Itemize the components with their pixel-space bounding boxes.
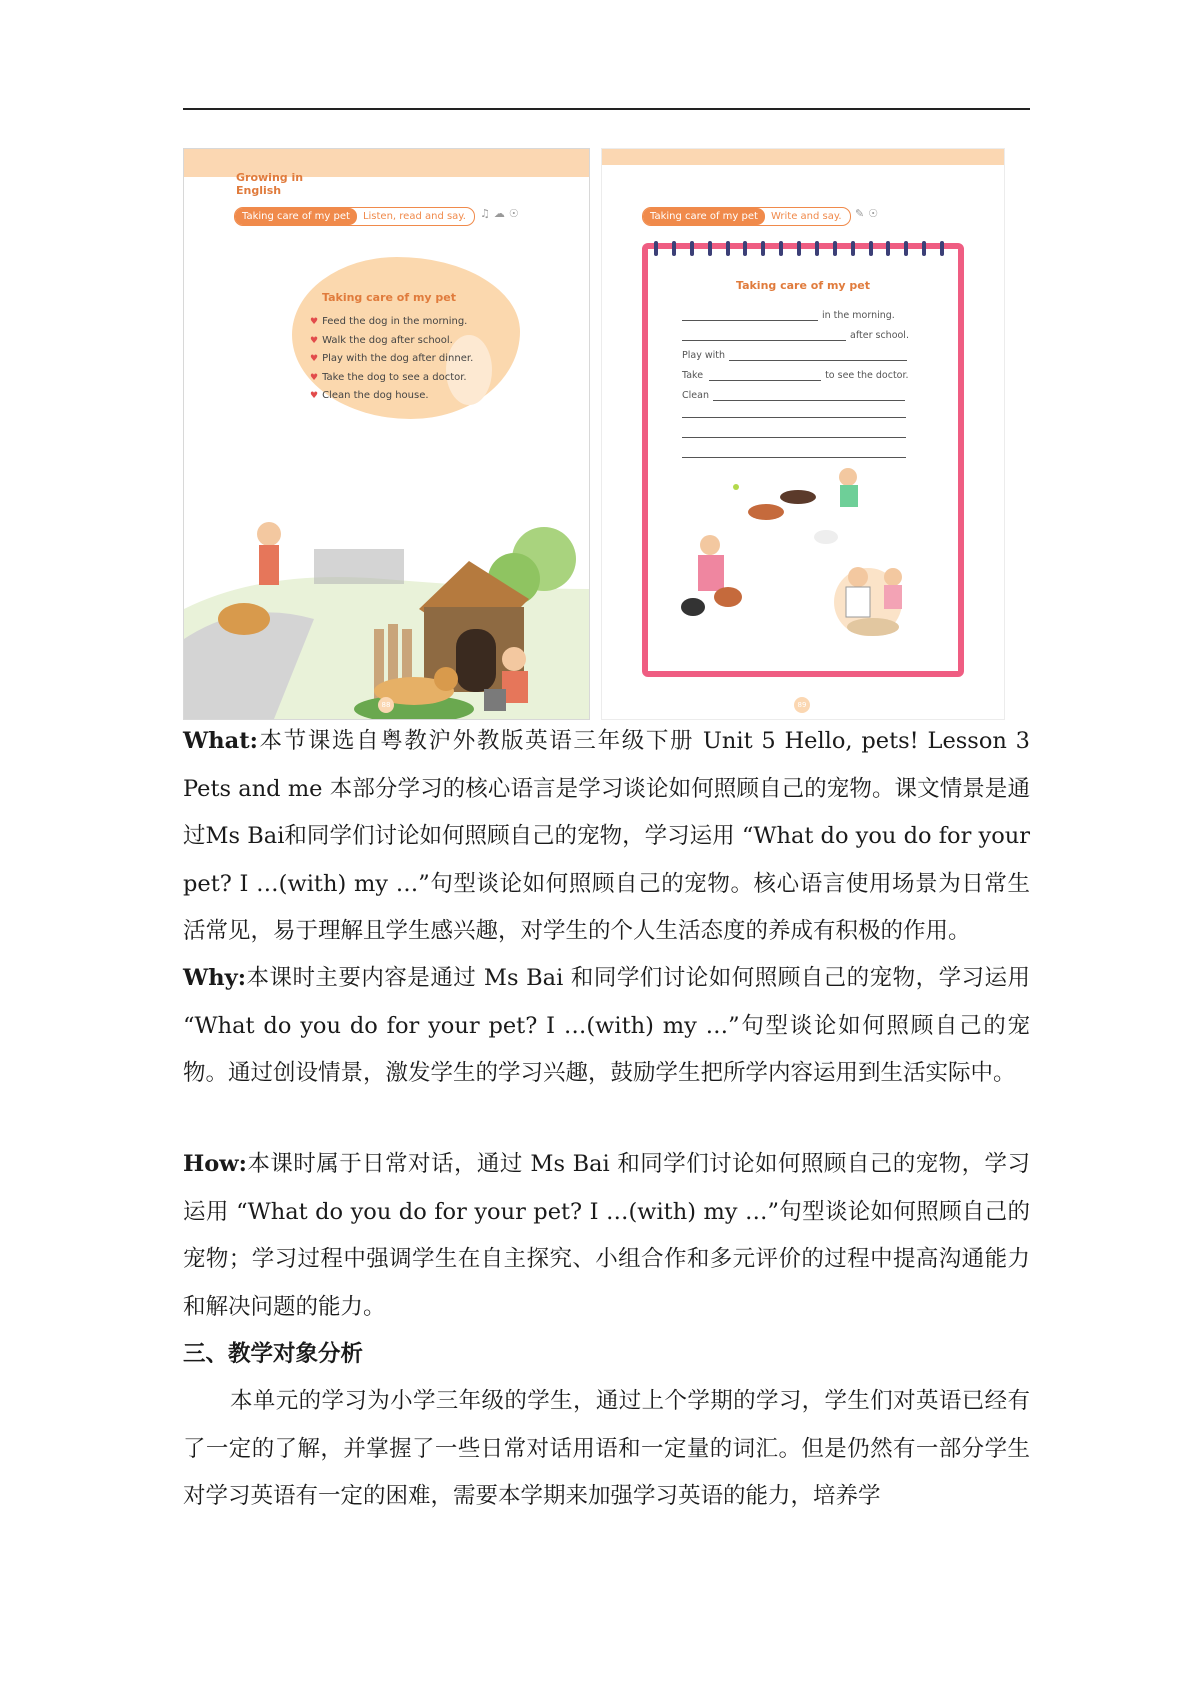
- heart-icon: ♥: [310, 391, 319, 401]
- worksheet-line: after school.: [682, 327, 909, 341]
- heart-icon: ♥: [310, 317, 319, 327]
- notebook-worksheet: [642, 243, 964, 677]
- analysis-paragraph: 本单元的学习为小学三年级的学生，通过上个学期的学习，学生们对英语已经有了一定的了解，并掌握了一些日常对话用语和一定量的词汇。但是仍然有一部分学生对学习英语有一定的困难，需要本学期来加强学习英语的能力，培养学: [183, 1388, 1030, 1509]
- list-item: ♥ Play with the dog after dinner.: [310, 353, 474, 364]
- section-heading: 三、教学对象分析: [183, 1341, 364, 1367]
- worksheet-line: Take to see the doctor.: [682, 370, 909, 381]
- textbook-page-left: [183, 148, 590, 720]
- page-number: 88: [378, 697, 394, 713]
- care-list: [310, 313, 473, 406]
- textbook-spread-image: [183, 148, 1003, 718]
- header-rule: [183, 108, 1030, 110]
- list-item: ♥ Clean the dog house.: [310, 390, 429, 401]
- worksheet-line: Play with: [682, 347, 907, 361]
- heart-icon: ♥: [310, 372, 319, 383]
- what-text: 本节课选自粤教沪外教版英语三年级下册 Unit 5 Hello, pets! Lesson 3 Pets and me 本部分学习的核心语言是学习谈论如何照顾自己的宠物。课文情景是通过Ms Bai和同学们讨论如何照顾自己的宠物，学习运用 “What do you do for your pet? I …(with) my …”句型谈论如何照顾自己的宠物。核心语言使用场景为日常生活常见，易于理解且学生感兴趣，对学生的个人生活态度的养成有积极的作用。: [183, 728, 1030, 944]
- activity-instruction: Listen, read and say.: [362, 211, 466, 222]
- dog-house-illustration: [184, 479, 589, 719]
- page-number: 89: [794, 697, 810, 713]
- lesson-tag: Taking care of my pet: [643, 208, 765, 225]
- lesson-bar: [234, 207, 475, 226]
- how-text: 本课时属于日常对话，通过 Ms Bai 和同学们讨论如何照顾自己的宠物，学习运用 “What do you do for your pet? I …(with) my …”句型谈论如何照顾自己的宠物；学习过程中强调学生在自主探究、小组合作和多元评价的过程中提高沟通能力和解决问题的能力。: [183, 1151, 1030, 1320]
- what-label: What:: [183, 728, 258, 754]
- worksheet-blank-line: [682, 416, 906, 418]
- list-item: ♥ Feed the dog in the morning.: [310, 316, 468, 327]
- page-top-band: [602, 149, 1004, 165]
- how-label: How:: [183, 1151, 247, 1177]
- worksheet-blank-line: [682, 436, 906, 438]
- worksheet-line: Clean: [682, 387, 905, 401]
- list-item: ♥ Take the dog to see a doctor.: [310, 371, 467, 383]
- notebook-title: Taking care of my pet: [735, 279, 870, 292]
- heart-icon: ♥: [310, 335, 319, 346]
- audio-book-icons: ♫☁☉: [480, 207, 523, 220]
- write-say-icons: ✎☉: [855, 207, 883, 220]
- care-list-title: Taking care of my pet: [322, 291, 457, 304]
- pet-care-illustration: [648, 467, 946, 657]
- why-label: Why:: [183, 965, 247, 991]
- lesson-bar: [642, 207, 851, 226]
- how-paragraph: [183, 1141, 1030, 1331]
- why-paragraph: [183, 955, 1030, 1098]
- what-paragraph: [183, 718, 1030, 956]
- notebook-spiral: [654, 241, 944, 256]
- worksheet-blank-line: [682, 456, 906, 458]
- heart-icon: ♥: [310, 354, 319, 364]
- why-text: 本课时主要内容是通过 Ms Bai 和同学们讨论如何照顾自己的宠物，学习运用 “What do you do for your pet? I …(with) my …”句型谈论如何照顾自己的宠物。通过创设情景，激发学生的学习兴趣，鼓励学生把所学内容运用到生活实际中。: [183, 965, 1030, 1086]
- worksheet-line: in the morning.: [682, 307, 895, 321]
- activity-instruction: Write and say.: [770, 211, 842, 222]
- growing-in-english-logo: Growing in English: [236, 171, 304, 197]
- lesson-tag: Taking care of my pet: [235, 208, 357, 225]
- textbook-page-right: [601, 148, 1005, 720]
- list-item: ♥ Walk the dog after school.: [310, 334, 453, 346]
